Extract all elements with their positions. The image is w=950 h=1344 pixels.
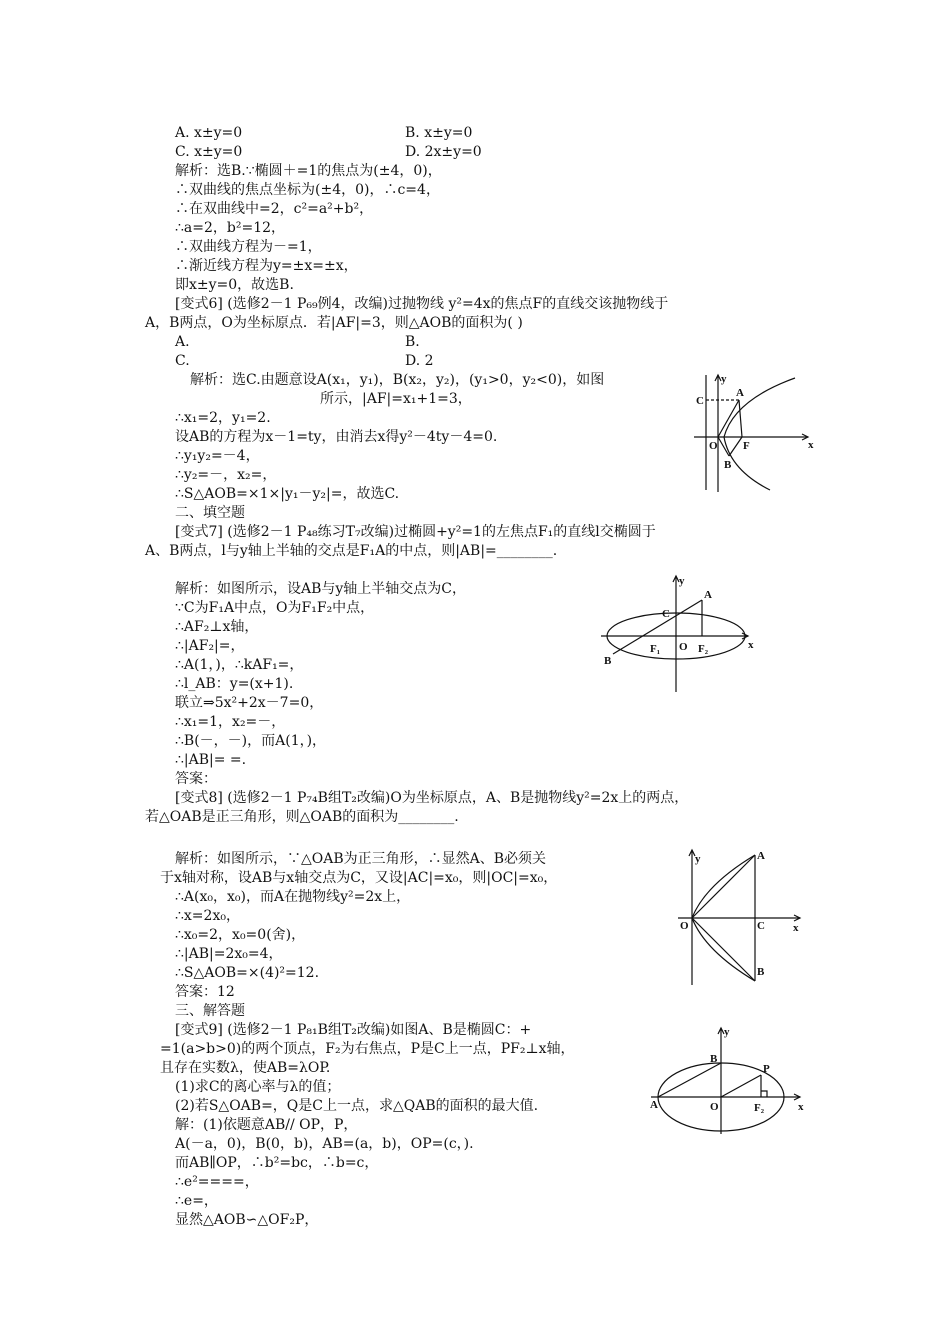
solution-line: ∴A(1，)，∴kAF₁=，: [175, 657, 304, 673]
problem-text: (1)求C的离心率与λ的值；: [175, 1079, 341, 1095]
label-x: x: [793, 922, 799, 934]
problem-heading: [变式7] (选修2－1 P₄₈练习T₇改编)过椭圆+y²=1的左焦点F₁的直线l交椭圆于: [175, 524, 656, 540]
option-b: B.: [405, 334, 420, 350]
option-a: A.: [175, 334, 190, 350]
label-y: y: [695, 853, 701, 865]
problem-text: =1(a>b>0)的两个顶点，F₂为右焦点，P是C上一点，PF₂⊥x轴，: [160, 1041, 575, 1057]
solution-line: ∴e=，: [175, 1193, 218, 1209]
solution-line: 解析：如图所示，∵△OAB为正三角形，∴显然A、B必须关: [175, 851, 547, 867]
label-c: C: [757, 920, 765, 932]
label-f2: F₂: [754, 1102, 765, 1114]
parabola-curve: [724, 378, 795, 490]
solution-line: ∴e²====，: [175, 1174, 259, 1190]
solution-line: 而AB∥OP，∴b²=bc，∴b=c，: [175, 1155, 379, 1171]
label-o: O: [709, 440, 718, 452]
label-f1: F₁: [650, 643, 661, 655]
label-x: x: [808, 439, 814, 451]
solution-line: ∴双曲线方程为－=1，: [175, 239, 322, 255]
option-c: C.: [175, 353, 190, 369]
solution-line: ∴x₁=1，x₂=－，: [175, 714, 286, 730]
solution-line: A(－a，0)，B(0，b)，AB=(a，b)，OP=(c，).: [175, 1136, 474, 1152]
solution-line: 解析：选C.由题意设A(x₁，y₁)，B(x₂，y₂)，(y₁>0，y₂<0)，如图: [190, 372, 605, 388]
section-heading: 三、解答题: [175, 1003, 245, 1019]
problem-text: A、B两点，l与y轴上半轴的交点是F₁A的中点，则|AB|=________.: [145, 543, 558, 559]
ellipse-figure-9: [648, 1022, 808, 1140]
label-b: B: [757, 966, 765, 978]
solution-line: ∴AF₂⊥x轴，: [175, 619, 259, 635]
label-b: B: [710, 1053, 718, 1065]
problem-text: A，B两点，O为坐标原点．若|AF|=3，则△AOB的面积为( ): [145, 315, 523, 331]
label-f2: F₂: [698, 643, 709, 655]
solution-line: 于x轴对称，设AB与x轴交点为C，又设|AC|=x₀，则|OC|=x₀，: [160, 870, 558, 886]
solution-line: ∴双曲线的焦点坐标为(±4，0)，∴c=4，: [175, 182, 440, 198]
solution-line: 所示，|AF|=x₁+1=3，: [320, 391, 472, 407]
problem-heading: [变式9] (选修2－1 P₈₁B组T₂改编)如图A、B是椭圆C：+: [175, 1022, 532, 1038]
answer-line: 答案：: [175, 771, 217, 787]
solution-line: ∴x=2x₀，: [175, 908, 240, 924]
label-a: A: [650, 1099, 658, 1111]
solution-line: 显然△AOB∽△OF₂P，: [175, 1212, 319, 1228]
problem-text: (2)若S△OAB=，Q是C上一点，求△QAB的面积的最大值.: [175, 1098, 539, 1114]
solution-line: ∴l_AB：y=(x+1).: [175, 676, 294, 692]
segment-ab: [658, 1063, 721, 1097]
label-y: y: [679, 575, 685, 587]
ellipse-figure-7: [598, 570, 758, 695]
solution-line: 联立⇒5x²+2x－7=0，: [175, 695, 324, 711]
label-x: x: [798, 1101, 804, 1113]
option-d: D. 2: [405, 353, 434, 369]
solution-line: ∴渐近线方程为y=±x=±x，: [175, 258, 358, 274]
option-c: C. x±y=0: [175, 144, 243, 160]
label-p: P: [763, 1063, 770, 1075]
option-b: B. x±y=0: [405, 125, 473, 141]
solution-line: ∵C为F₁A中点，O为F₁F₂中点，: [175, 600, 375, 616]
label-a: A: [757, 850, 765, 862]
problem-heading: [变式8] (选修2－1 P₇₄B组T₂改编)O为坐标原点，A、B是抛物线y²=2x上的两点，: [175, 790, 689, 806]
label-b: B: [604, 655, 612, 667]
side-oa: [692, 855, 755, 918]
focal-chord: [739, 400, 742, 437]
solution-line: ∴在双曲线中=2，c²=a²+b²，: [175, 201, 374, 217]
solution-line: ∴|AF₂|=，: [175, 638, 245, 654]
problem-text: 若△OAB是正三角形，则△OAB的面积为________.: [145, 809, 459, 825]
solution-line: ∴x₀=2，x₀=0(舍)，: [175, 927, 306, 943]
label-x: x: [748, 639, 754, 651]
solution-line: ∴y₁y₂=－4，: [175, 448, 260, 464]
solution-line: ∴B(－，－)，而A(1，)，: [175, 733, 327, 749]
solution-line: ∴A(x₀，x₀)，而A在抛物线y²=2x上，: [175, 889, 411, 905]
parabola-figure-6: [690, 370, 820, 495]
side-ob: [692, 918, 755, 981]
solution-line: 解析：选B.∵椭圆＋=1的焦点为(±4，0)，: [175, 163, 442, 179]
problem-heading: [变式6] (选修2－1 P₆₉例4，改编)过抛物线 y²=4x的焦点F的直线交该抛物线于: [175, 296, 669, 312]
label-y: y: [721, 373, 727, 385]
solution-line: ∴S△AOB=×1×|y₁－y₂|=，故选C.: [175, 486, 400, 502]
solution-line: ∴a=2，b²=12，: [175, 220, 286, 236]
label-a: A: [736, 387, 744, 399]
label-o: O: [679, 641, 688, 653]
parabola-figure-8: [675, 845, 805, 990]
solution-line: 设AB的方程为x－1=ty，由消去x得y²－4ty－4=0.: [175, 429, 498, 445]
label-f: F: [743, 440, 750, 452]
label-b: B: [724, 459, 732, 471]
solution-line: ∴y₂=－，x₂=，: [175, 467, 277, 483]
label-c: C: [662, 608, 670, 620]
option-d: D. 2x±y=0: [405, 144, 482, 160]
label-a: A: [704, 589, 712, 601]
solution-line: ∴|AB|= =.: [175, 752, 247, 768]
solution-line: ∴x₁=2，y₁=2.: [175, 410, 271, 426]
problem-text: 且存在实数λ，使AB=λOP.: [160, 1060, 331, 1076]
solution-line: ∴|AB|=2x₀=4，: [175, 946, 283, 962]
solution-line: 解析：如图所示，设AB与y轴上半轴交点为C，: [175, 581, 467, 597]
segment-op: [721, 1075, 761, 1097]
label-o: O: [680, 920, 689, 932]
solution-line: ∴S△AOB=×(4)²=12.: [175, 965, 320, 981]
solution-line: 即x±y=0，故选B.: [175, 277, 294, 293]
solution-line: 解：(1)依题意AB// OP，P，: [175, 1117, 358, 1133]
label-o: O: [710, 1101, 719, 1113]
label-y: y: [724, 1026, 730, 1038]
answer-line: 答案：12: [175, 984, 235, 1000]
section-heading: 二、填空题: [175, 505, 245, 521]
label-c: C: [696, 395, 704, 407]
option-a: A. x±y=0: [175, 125, 243, 141]
